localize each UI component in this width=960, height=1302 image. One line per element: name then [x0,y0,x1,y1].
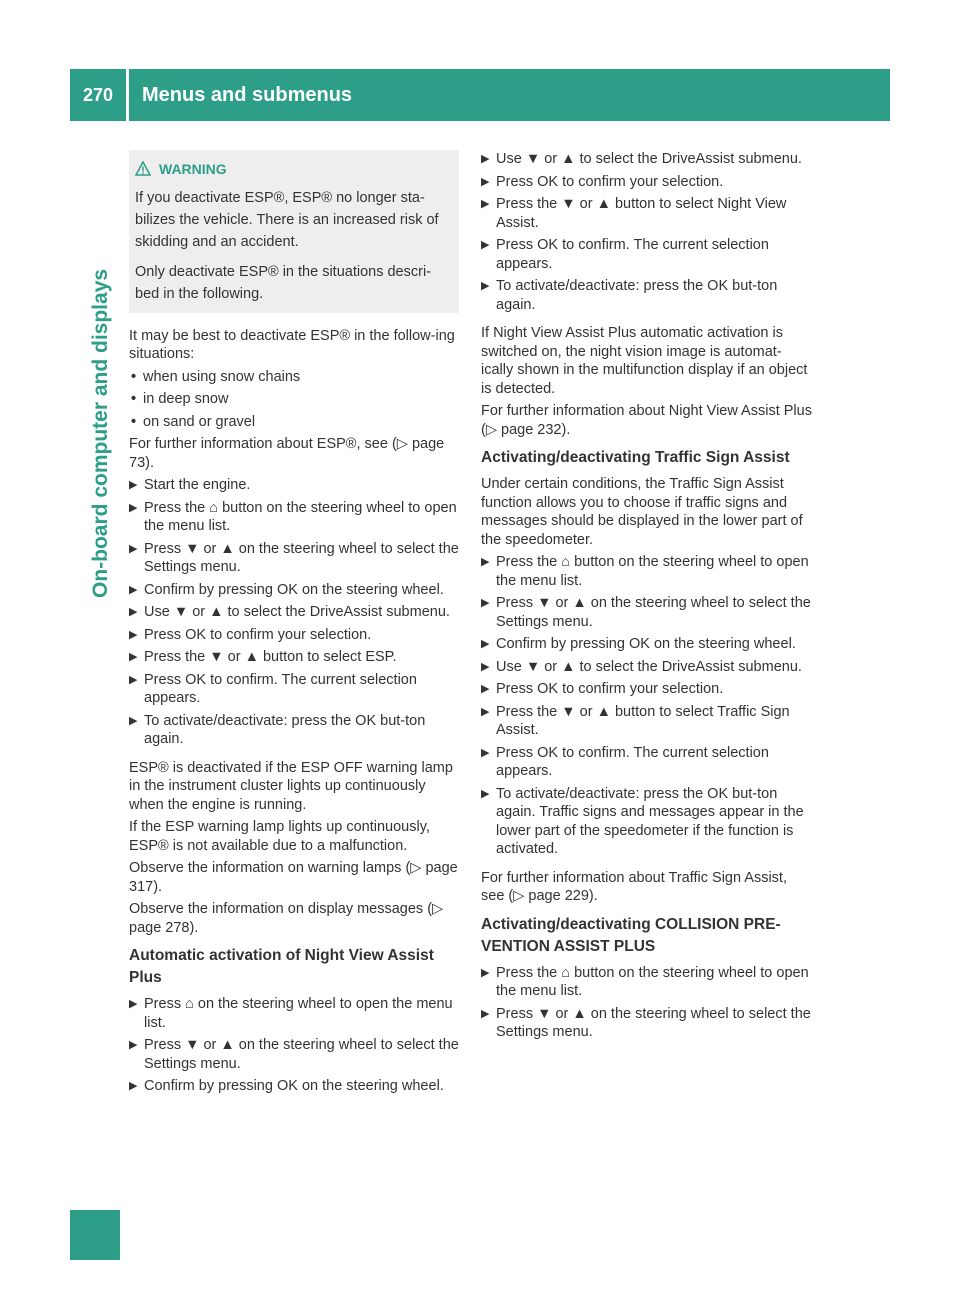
list-item: • in deep snow [129,390,459,409]
night-view-note-1: If Night View Assist Plus automatic activation is switched on, the night vision image is automat-ically shown in the multifunction display if an object is detected. [481,325,808,397]
warning-label: WARNING [159,161,227,177]
page-number: 270 [82,85,114,105]
esp-note-2: If the ESP warning lamp lights up continuously, ESP® is not available due to a malfunction. [129,819,430,854]
step-item: ▶ Use ▼ or ▲ to select the DriveAssist submenu. [129,603,459,622]
step-item: ▶ Press OK to confirm your selection. [129,626,459,645]
warning-triangle-icon [135,161,151,177]
step-item: ▶ Press the ⌂ button on the steering wheel to open the menu list. [481,964,813,1001]
night-view-steps-right [481,150,813,314]
warning-text-1: If you deactivate ESP®, ESP® no longer sta-bilizes the vehicle. There is an increased risk of skidding and an accident. [135,189,439,250]
step-item: ▶ Press OK to confirm. The current selection appears. [481,236,813,273]
step-item: ▶ To activate/deactivate: press the OK but-ton again. [129,712,459,749]
step-item: ▶ Use ▼ or ▲ to select the DriveAssist submenu. [481,658,813,677]
situation-list [129,368,459,432]
step-item: ▶ Confirm by pressing OK on the steering wheel. [481,635,813,654]
esp-steps [129,476,459,749]
step-item: ▶ Confirm by pressing OK on the steering wheel. [129,1077,459,1096]
esp-intro: It may be best to deactivate ESP® in the follow-ing situations: [129,327,455,362]
traffic-sign-intro: Under certain conditions, the Traffic Sign Assist function allows you to choose if traffic signs and messages should be displayed in the lower part of the speedometer. [481,476,803,548]
left-column [129,150,459,1100]
step-item: ▶ Press ⌂ on the steering wheel to open the menu list. [129,995,459,1032]
traffic-sign-heading: Activating/deactivating Traffic Sign Assist [481,449,790,466]
step-item: ▶ Press the ⌂ button on the steering wheel to open the menu list. [129,499,459,536]
step-item: ▶ Confirm by pressing OK on the steering wheel. [129,581,459,600]
list-item: • when using snow chains [129,368,459,387]
traffic-sign-note: For further information about Traffic Sign Assist, see (▷ page 229). [481,869,787,904]
collision-prevention-heading: Activating/deactivating COLLISION PRE-VENTION ASSIST PLUS [481,915,781,955]
collision-prevention-steps [481,964,813,1042]
step-item: ▶ Press OK to confirm. The current selection appears. [481,744,813,781]
step-item: ▶ Press ▼ or ▲ on the steering wheel to select the Settings menu. [481,594,813,631]
step-item: ▶ Press the ▼ or ▲ button to select Traffic Sign Assist. [481,703,813,740]
step-item: ▶ Press OK to confirm your selection. [481,173,813,192]
night-view-heading: Automatic activation of Night View Assist Plus [129,947,434,986]
esp-note-3: Observe the information on warning lamps (▷ page 317). [129,860,458,895]
night-view-note-2: For further information about Night View Assist Plus (▷ page 232). [481,403,812,438]
section-title: Menus and submenus [142,84,353,106]
traffic-sign-steps [481,553,813,859]
step-item: ▶ Press ▼ or ▲ on the steering wheel to select the Settings menu. [129,540,459,577]
esp-further-info: For further information about ESP®, see (▷ page 73). [129,436,445,471]
warning-text-2: Only deactivate ESP® in the situations descri-bed in the following. [135,263,431,302]
side-tab-label: On-board computer and displays [89,268,112,598]
step-item: ▶ To activate/deactivate: press the OK but-ton again. [481,277,813,314]
step-item: ▶ Press ▼ or ▲ on the steering wheel to select the Settings menu. [481,1005,813,1042]
step-item: ▶ Press ▼ or ▲ on the steering wheel to select the Settings menu. [129,1036,459,1073]
warning-box [129,150,459,313]
step-item: ▶ Start the engine. [129,476,459,495]
header-divider [126,69,129,121]
esp-note-4: Observe the information on display messages (▷ page 278). [129,901,444,936]
step-item: ▶ Use ▼ or ▲ to select the DriveAssist submenu. [481,150,813,169]
night-view-steps-left [129,995,459,1096]
step-item: ▶ Press the ⌂ button on the steering wheel to open the menu list. [481,553,813,590]
esp-note-1: ESP® is deactivated if the ESP OFF warning lamp in the instrument cluster lights up continuously when the engine is running. [129,759,453,813]
right-column [481,150,813,1046]
warning-header [135,160,449,179]
step-item: ▶ Press OK to confirm your selection. [481,680,813,699]
list-item: • on sand or gravel [129,413,459,432]
step-item: ▶ Press the ▼ or ▲ button to select Night View Assist. [481,195,813,232]
step-item: ▶ Press OK to confirm. The current selection appears. [129,671,459,708]
step-item: ▶ Press the ▼ or ▲ button to select ESP. [129,648,459,667]
step-item: ▶ To activate/deactivate: press the OK but-ton again. Traffic signs and messages appear in the lower part of the speedometer if the function is activated. [481,785,813,859]
side-square-marker [70,1210,120,1260]
